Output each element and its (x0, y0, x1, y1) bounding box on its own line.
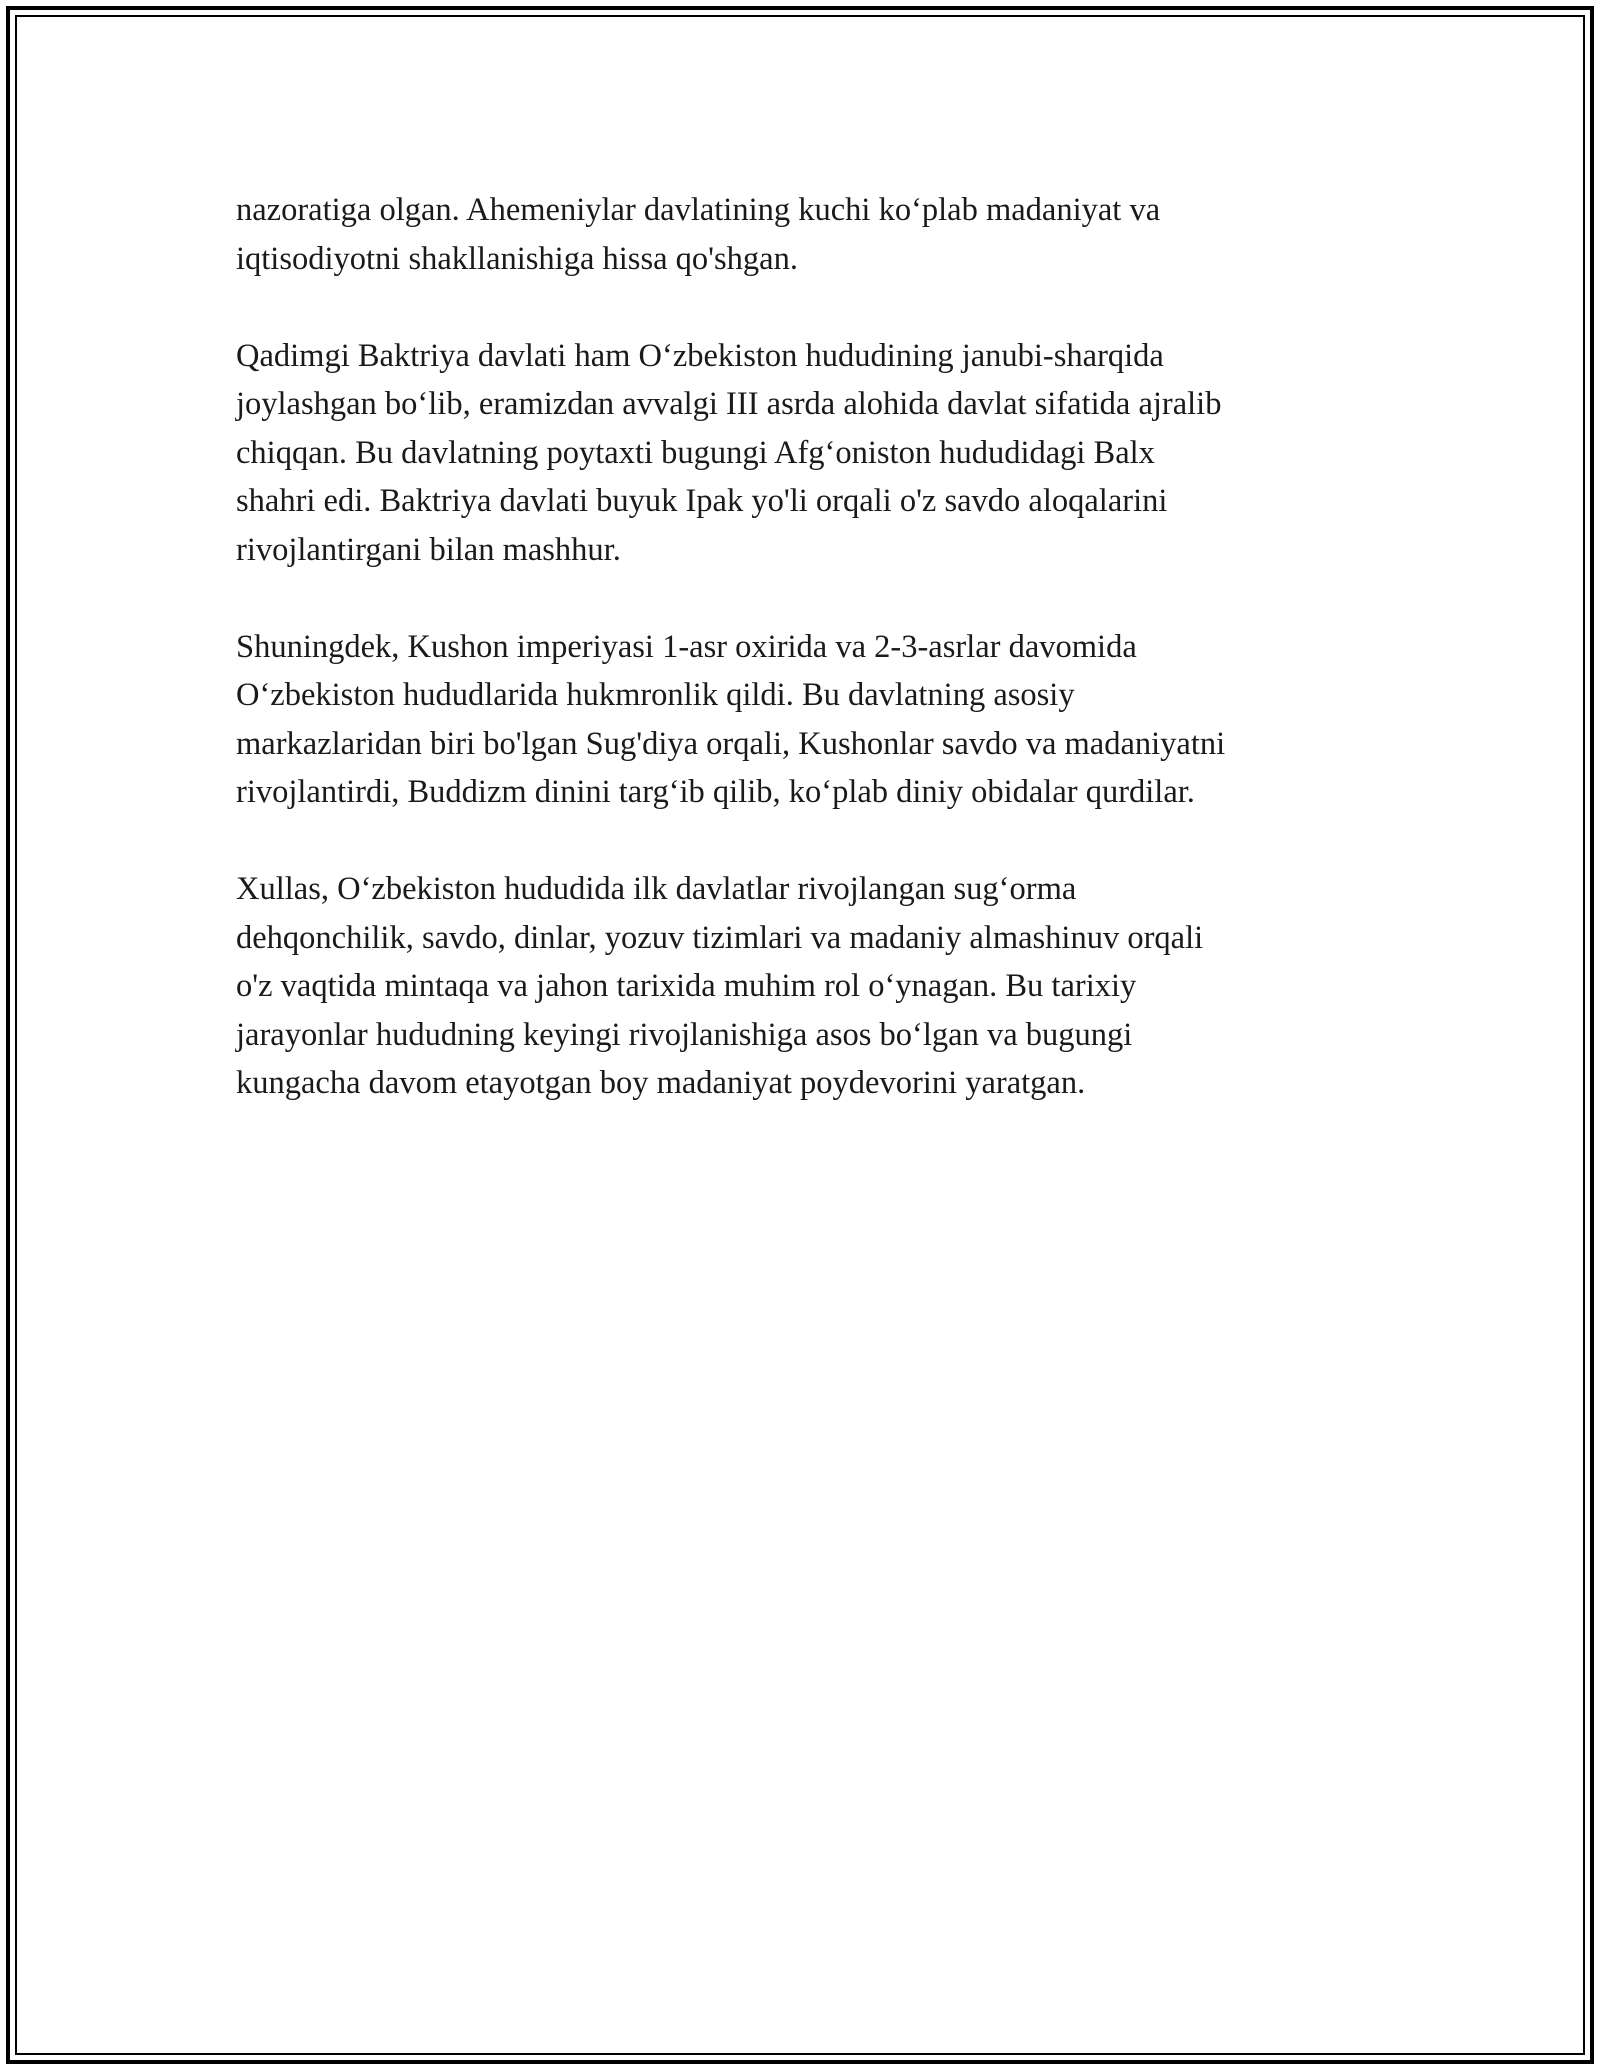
paragraph-ahemeniylar (236, 186, 1376, 283)
text-line: markazlaridan biri bo'lgan Sug'diya orqali, Kushonlar savdo va madaniyatni (236, 725, 1226, 762)
text-line: chiqqan. Bu davlatning poytaxti bugungi Afg‘oniston hududidagi Balx (236, 434, 1155, 471)
text-line: Shuningdek, Kushon imperiyasi 1-asr oxirida va 2-3-asrlar davomida (236, 628, 1137, 665)
text-line: O‘zbekiston hududlarida hukmronlik qildi. Bu davlatning asosiy (236, 677, 1075, 713)
document-body (236, 186, 1376, 1156)
text-line: kungacha davom etayotgan boy madaniyat poydevorini yaratgan. (236, 1065, 1086, 1101)
text-line: rivojlantirdi, Buddizm dinini targ‘ib qilib, ko‘plab diniy obidalar qurdilar. (236, 774, 1195, 810)
paragraph-xullas (236, 865, 1376, 1108)
text-line: jarayonlar hududning keyingi rivojlanishiga asos bo‘lgan va bugungi (236, 1016, 1133, 1053)
text-line: nazoratiga olgan. Ahemeniylar davlatining kuchi ko‘plab madaniyat va (236, 192, 1161, 228)
text-line: rivojlantirgani bilan mashhur. (236, 531, 621, 568)
paragraph-kushon (236, 623, 1376, 817)
paragraph-baktriya (236, 332, 1376, 575)
text-line: dehqonchilik, savdo, dinlar, yozuv tizimlari va madaniy almashinuv orqali (236, 919, 1204, 956)
text-line: o'z vaqtida mintaqa va jahon tarixida muhim rol o‘ynagan. Bu tarixiy (236, 968, 1137, 1004)
text-line: iqtisodiyotni shakllanishiga hissa qo'shgan. (236, 240, 798, 277)
text-line: Qadimgi Baktriya davlati ham O‘zbekiston hududining janubi-sharqida (236, 337, 1164, 374)
text-line: shahri edi. Baktriya davlati buyuk Ipak yo'li orqali o'z savdo aloqalarini (236, 483, 1168, 519)
text-line: Xullas, O‘zbekiston hududida ilk davlatlar rivojlangan sug‘orma (236, 871, 1077, 907)
text-line: joylashgan bo‘lib, eramizdan avvalgi III asrda alohida davlat sifatida ajralib (236, 386, 1222, 422)
